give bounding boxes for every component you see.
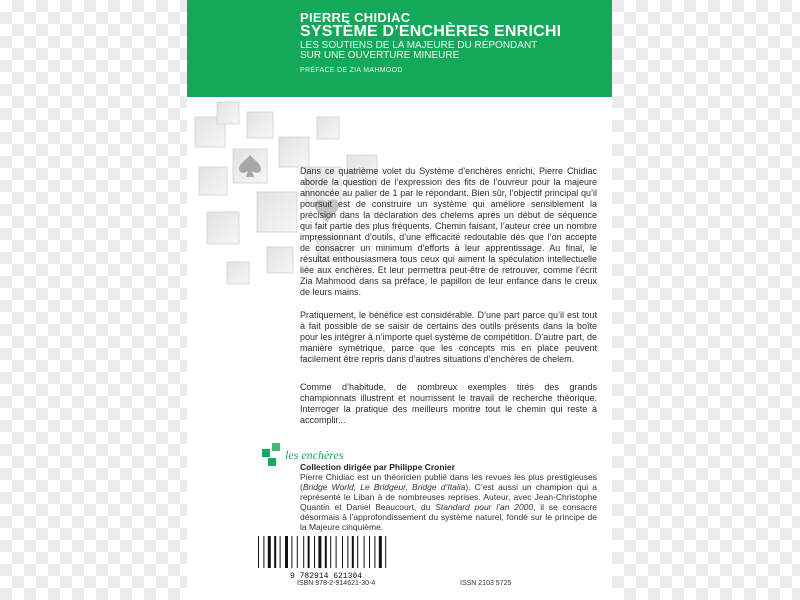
barcode-bar: [274, 536, 276, 568]
publisher-logo-text: les enchères: [285, 448, 344, 462]
book-title: SYSTÈME D’ENCHÈRES ENRICHI: [300, 23, 562, 40]
publisher-logo-icon: [262, 443, 282, 467]
barcode-bar: [330, 536, 331, 568]
barcode-bar: [318, 536, 321, 568]
barcode-bar: [285, 536, 288, 568]
barcode-bar: [263, 536, 264, 568]
bio-journals: Bridge World, Le Bridgeur, Bridge d’Italia: [302, 482, 466, 492]
barcode-bar: [314, 536, 315, 568]
barcode-bar: [364, 536, 365, 568]
book-subtitle: [300, 41, 600, 61]
barcode-bar: [325, 536, 327, 568]
description-paragraph-3: Comme d’habitude, de nombreux exemples tirés des grands championnats illustrent et nourrissent le travail de recherche théorique. Interroger la pratique des meilleurs montre tout le chemin qui reste à accomplir...: [300, 382, 597, 425]
barcode-bar: [342, 536, 343, 568]
book-back-cover: [187, 0, 612, 600]
barcode-bar: [303, 536, 304, 568]
barcode-bar: [268, 536, 271, 568]
description-paragraph-1: Dans ce quatrième volet du Système d’enchères enrichi, Pierre Chidiac aborde la question de l’expression des fits de l’ouvreur pour la majeure annoncée au palier de 1 par le répondant. Bien sûr, l’objectif principal qu’il poursuit est de construire un système qui améliore sensiblement la précision dans la déclaration des chelems après un début de séquence qui fait partie des plus fréquents. Chemin faisant, l’auteur crée un nombre impressionnant d’outils, d’une efficacité redoutable dès que l’on accepte de consacrer un minimum d’efforts à leur apprentissage. Au final, le résultat enthousiasmera tous ceux qui aiment la spéculation intellectuelle liée aux enchères. Et leur permettra peut-être de retrouver, comme l’écrit Zia Mahmood dans sa préface, le papillon de leur enfance dans le creux de leurs mains.: [300, 166, 597, 297]
barcode-bar: [280, 536, 281, 568]
isbn-number: ISBN 978-2-914621-30-4: [297, 580, 376, 587]
barcode-bar: [357, 536, 358, 568]
barcode-bar: [308, 536, 310, 568]
barcode-bar: [379, 536, 382, 568]
barcode: [250, 534, 402, 580]
bio-text-c: , il se consacre désormais à l’approfondissement du système naturel, fondé sur le principe de la Majeure cinquième.: [300, 502, 597, 532]
preface-credit: PRÉFACE DE ZIA MAHMOOD: [300, 67, 403, 74]
barcode-digits: 9 782914 621304: [289, 572, 363, 580]
barcode-bar: [352, 536, 354, 568]
barcode-bar: [297, 536, 298, 568]
barcode-bar: [291, 536, 292, 568]
bio-book-title: Standard pour l’an 2000: [435, 502, 534, 512]
barcode-bar: [336, 536, 337, 568]
barcode-bar: [258, 536, 259, 568]
bio-text-a: Pierre Chidiac est un théoricien publié dans les revues les plus prestigieuses (: [300, 472, 597, 492]
description-paragraph-2: Pratiquement, le bénéfice est considérable. D’une part parce qu’il est tout à fait possible de se saisir de certains des outils présents dans la boîte pour les intégrer à n’importe quel système de compétition. D’autre part, de manière symétrique, parce que les concepts mis en place peuvent facilement être repris dans d’autres situations d’enchères de chelem.: [300, 310, 597, 364]
barcode-bar: [374, 536, 375, 568]
collection-editor: Collection dirigée par Philippe Cronier: [300, 462, 455, 472]
barcode-bar: [347, 536, 348, 568]
subtitle-line-2: SUR UNE OUVERTURE MINEURE: [300, 50, 460, 61]
barcode-bar: [385, 536, 386, 568]
subtitle-line-1: LES SOUTIENS DE LA MAJEURE DU RÉPONDANT: [300, 40, 538, 51]
author-name: PIERRE CHIDIAC: [300, 10, 411, 25]
issn-number: ISSN 2103 5725: [460, 580, 512, 587]
barcode-bar: [369, 536, 370, 568]
author-biography: [300, 472, 597, 532]
bio-text-b: ). C’est aussi un champion qui a représenté le Liban à de nombreuses reprises. Auteur, avec Jean-Christophe Quantin et Daniel Beaucourt, du: [300, 482, 597, 512]
